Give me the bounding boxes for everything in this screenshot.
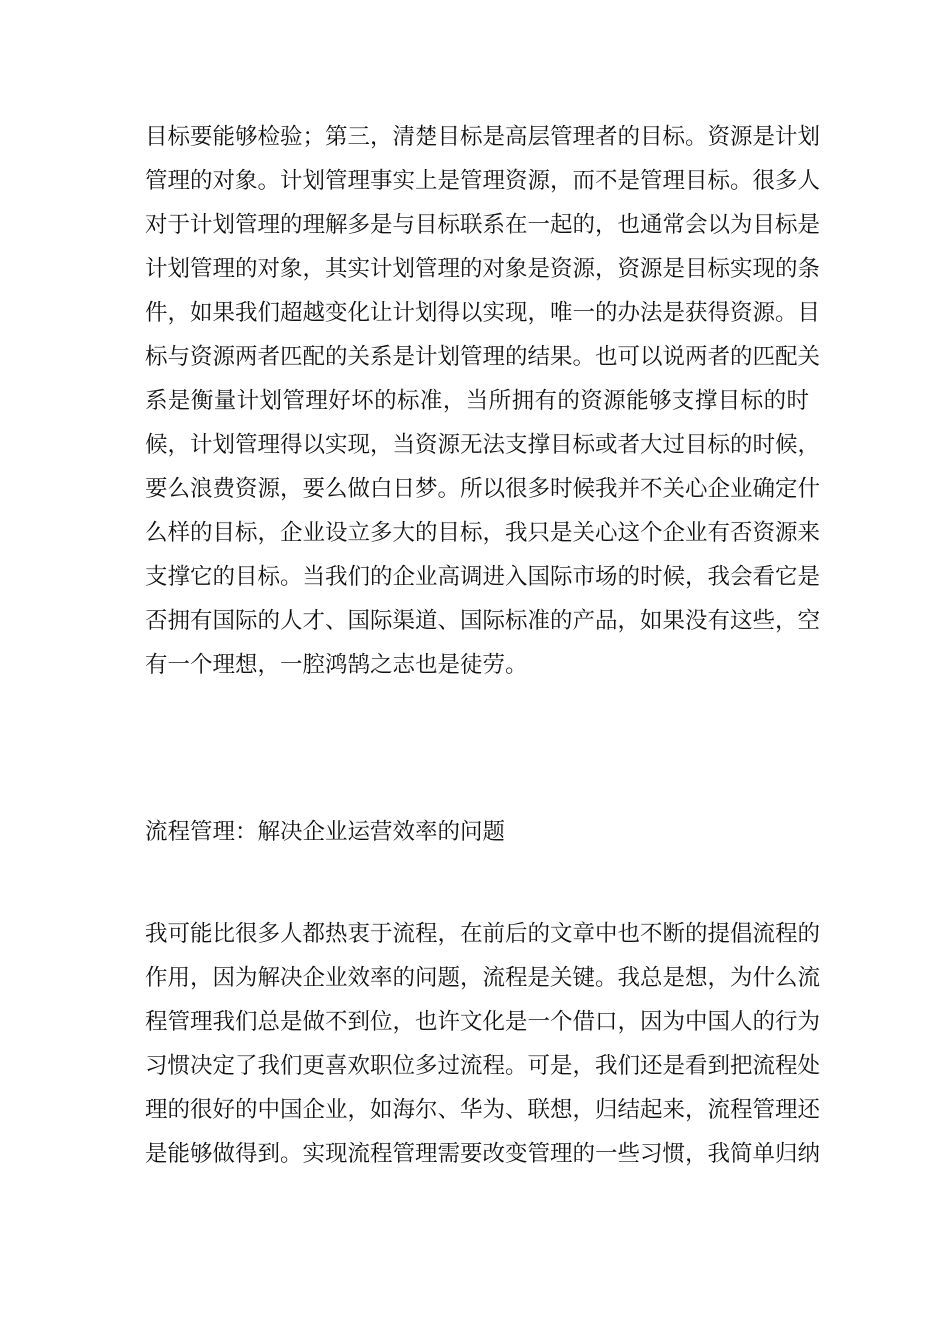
- paragraph-line: 程管理我们总是做不到位，也许文化是一个借口，因为中国人的行为: [145, 1009, 821, 1035]
- paragraph-line: 件，如果我们超越变化让计划得以实现，唯一的办法是获得资源。目: [145, 300, 821, 326]
- paragraph-line: 管理的对象。计划管理事实上是管理资源，而不是管理目标。很多人: [145, 168, 821, 194]
- paragraph-line: 计划管理的对象，其实计划管理的对象是资源，资源是目标实现的条: [145, 256, 821, 282]
- paragraph-line: 要么浪费资源，要么做白日梦。所以很多时候我并不关心企业确定什: [145, 476, 821, 502]
- paragraph-line: 标与资源两者匹配的关系是计划管理的结果。也可以说两者的匹配关: [145, 344, 821, 370]
- paragraph-line: 是能够做得到。实现流程管理需要改变管理的一些习惯，我简单归纳: [145, 1141, 821, 1167]
- section-heading-text: 流程管理：解决企业运营效率的问题: [145, 819, 506, 845]
- paragraph-line: 么样的目标，企业设立多大的目标，我只是关心这个企业有否资源来: [145, 520, 821, 546]
- paragraph-process-management: [145, 912, 821, 1176]
- paragraph-line: 对于计划管理的理解多是与目标联系在一起的，也通常会以为目标是: [145, 212, 821, 238]
- paragraph-line: 理的很好的中国企业，如海尔、华为、联想，归结起来，流程管理还: [145, 1097, 821, 1123]
- paragraph-line: 有一个理想，一腔鸿鹄之志也是徒劳。: [145, 652, 528, 678]
- paragraph-line: 候，计划管理得以实现，当资源无法支撑目标或者大过目标的时候，: [145, 432, 821, 458]
- paragraph-line: 作用，因为解决企业效率的问题，流程是关键。我总是想，为什么流: [145, 965, 821, 991]
- paragraph-line: 系是衡量计划管理好坏的标准，当所拥有的资源能够支撑目标的时: [145, 388, 809, 414]
- paragraph-line: 我可能比很多人都热衷于流程，在前后的文章中也不断的提倡流程的: [145, 921, 821, 947]
- paragraph-resource-planning: [145, 115, 821, 687]
- paragraph-line: 否拥有国际的人才、国际渠道、国际标准的产品，如果没有这些，空: [145, 608, 821, 634]
- paragraph-line: 习惯决定了我们更喜欢职位多过流程。可是，我们还是看到把流程处: [145, 1053, 821, 1079]
- paragraph-line: 支撑它的目标。当我们的企业高调进入国际市场的时候，我会看它是: [145, 564, 821, 590]
- section-heading: [145, 810, 809, 854]
- paragraph-line: 目标要能够检验；第三，清楚目标是高层管理者的目标。资源是计划: [145, 124, 821, 150]
